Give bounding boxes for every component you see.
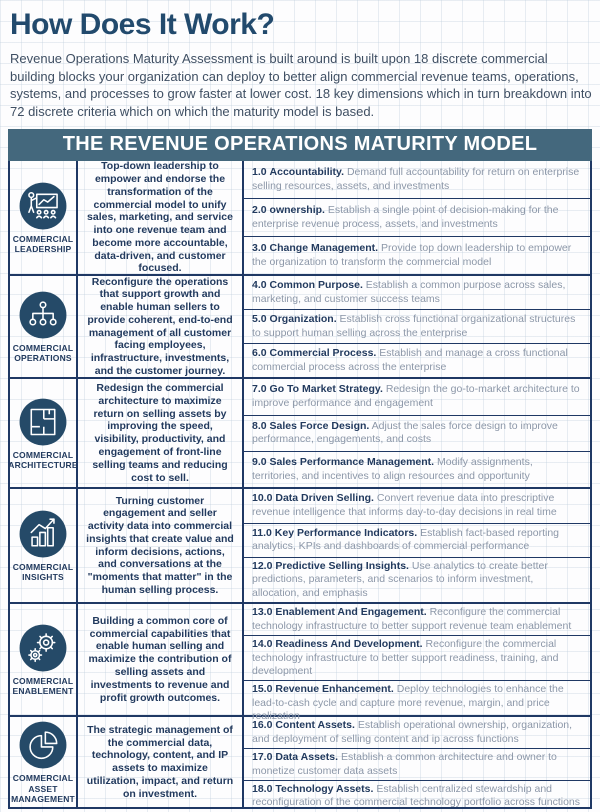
item-title: Commercial Process. bbox=[269, 347, 377, 360]
section-description-cell bbox=[78, 604, 244, 715]
item-number: 18.0 bbox=[252, 782, 273, 795]
dimension-item bbox=[244, 717, 590, 748]
presentation-icon bbox=[18, 181, 68, 231]
item-text: Provide top down leadership to empower the organization to transform the commercial model bbox=[252, 242, 572, 268]
item-title: Change Management. bbox=[269, 242, 379, 255]
section-items bbox=[244, 276, 590, 377]
dimension-item bbox=[244, 489, 590, 522]
item-title: Technology Assets. bbox=[275, 782, 374, 795]
page-title: How Does It Work? bbox=[10, 8, 275, 41]
item-text: Establish operational ownership, organization, and deployment of selling content and ip across functions bbox=[252, 719, 573, 745]
item-title: Go To Market Strategy. bbox=[269, 383, 383, 396]
item-number: 11.0 bbox=[252, 526, 272, 539]
maturity-table bbox=[8, 161, 592, 809]
section-row bbox=[10, 161, 590, 274]
section-row bbox=[10, 715, 590, 807]
item-number: 1.0 bbox=[252, 166, 267, 179]
item-number: 16.0 bbox=[252, 719, 273, 732]
section-description-cell bbox=[78, 276, 244, 377]
dimension-item bbox=[244, 604, 590, 635]
item-title: Key Performance Indicators. bbox=[274, 526, 418, 539]
dimension-item bbox=[244, 748, 590, 780]
item-title: Sales Performance Management. bbox=[269, 456, 435, 469]
dimension-item bbox=[244, 635, 590, 680]
section-label: COMMERCIAL ARCHITECTURE bbox=[8, 449, 78, 470]
item-text: Establish a common purpose across sales, marketing, and customer success teams bbox=[252, 279, 566, 305]
section-description-cell bbox=[78, 161, 244, 274]
dimension-item bbox=[244, 557, 590, 602]
section-description: Top-down leadership to empower and endorse the transformation of the commercial model to unify sales, marketing, and service into one revenue team and become more accountable, data-driven, and customer focused. bbox=[87, 160, 233, 275]
dimension-item bbox=[244, 236, 590, 274]
item-line bbox=[252, 560, 582, 600]
item-title: Organization. bbox=[269, 313, 337, 326]
item-text: Use analytics to create better predictions, parameters, and scenarios to inform investment, allocation, and emphasis bbox=[252, 559, 548, 599]
dimension-item bbox=[244, 523, 590, 557]
section-row bbox=[10, 274, 590, 377]
item-number: 4.0 bbox=[252, 279, 267, 292]
section-items bbox=[244, 489, 590, 602]
section-label: COMMERCIAL OPERATIONS bbox=[12, 343, 74, 364]
section-row bbox=[10, 377, 590, 487]
section-description-cell bbox=[78, 717, 244, 807]
item-line bbox=[252, 347, 582, 374]
item-title: Sales Force Design. bbox=[269, 419, 370, 432]
item-number: 7.0 bbox=[252, 383, 267, 396]
dimension-item bbox=[244, 309, 590, 343]
item-title: Enablement And Engagement. bbox=[275, 606, 427, 619]
item-text: Convert revenue data into prescriptive revenue intelligence that informs day-to-day decisions in real time bbox=[252, 492, 557, 518]
item-number: 13.0 bbox=[252, 606, 273, 619]
section-row bbox=[10, 487, 590, 602]
item-title: Predictive Selling Insights. bbox=[275, 559, 409, 572]
item-text: Reconfigure the commercial technology infrastructure to better support readiness, training, and development bbox=[252, 638, 559, 677]
item-number: 5.0 bbox=[252, 313, 267, 326]
item-line bbox=[252, 420, 582, 447]
section-label: COMMERCIAL ENABLEMENT bbox=[12, 676, 74, 697]
item-text: Establish a common architecture and owner to monetize customer data assets bbox=[252, 751, 557, 777]
item-text: Establish and manage a cross functional commercial process across the enterprise bbox=[252, 347, 568, 373]
section-id-cell bbox=[10, 379, 78, 487]
item-title: Data Driven Selling. bbox=[275, 492, 374, 505]
item-number: 14.0 bbox=[252, 638, 273, 651]
item-number: 12.0 bbox=[252, 559, 273, 572]
pie-chart-icon bbox=[18, 720, 68, 770]
gears-icon bbox=[18, 623, 68, 673]
section-description: Redesign the commercial architecture to maximize return on selling assets by improving the speed, visibility, productivity, and engagement of front-line selling teams and reducing cost to sell. bbox=[92, 382, 228, 484]
item-number: 2.0 bbox=[252, 204, 267, 217]
item-text: Modify assignments, territories, and incentives to align resources and opportunity bbox=[252, 456, 533, 482]
item-line bbox=[252, 606, 582, 633]
bar-chart-icon bbox=[18, 509, 68, 559]
section-label: COMMERCIAL INSIGHTS bbox=[12, 562, 74, 583]
item-line bbox=[252, 313, 582, 340]
item-text: Deploy technologies to enhance the lead-to-cash cycle and capture more revenue, margin, and price realization bbox=[252, 683, 564, 723]
section-id-cell bbox=[10, 276, 78, 377]
item-line bbox=[252, 279, 582, 306]
item-line bbox=[252, 383, 582, 410]
section-id-cell bbox=[10, 161, 78, 274]
item-text: Demand full accountability for return on enterprise selling resources, assets, and investments bbox=[252, 166, 580, 192]
item-text: Establish cross functional organizational structures to support human selling across the enterprise bbox=[252, 313, 576, 339]
item-line bbox=[252, 166, 582, 193]
item-line bbox=[252, 456, 582, 483]
item-title: ownership. bbox=[269, 204, 325, 217]
item-line bbox=[252, 492, 582, 519]
dimension-item bbox=[244, 415, 590, 451]
dimension-item bbox=[244, 161, 590, 198]
section-row bbox=[10, 602, 590, 723]
item-title: Revenue Enhancement. bbox=[275, 683, 394, 696]
dimension-item bbox=[244, 379, 590, 414]
item-line bbox=[252, 751, 582, 778]
item-line bbox=[252, 527, 582, 554]
item-title: Data Assets. bbox=[275, 751, 339, 764]
section-description-cell bbox=[78, 489, 244, 602]
item-number: 15.0 bbox=[252, 683, 273, 696]
org-chart-icon bbox=[18, 290, 68, 340]
dimension-item bbox=[244, 198, 590, 236]
section-id-cell bbox=[10, 604, 78, 715]
dimension-item bbox=[244, 343, 590, 377]
item-title: Content Assets. bbox=[275, 719, 355, 732]
section-description: Reconfigure the operations that support growth and enable human sellers to provide coherent, end-to-end management of all customer facing employees, infrastructure, investments, and the customer journey. bbox=[87, 275, 233, 378]
section-items bbox=[244, 161, 590, 274]
section-id-cell bbox=[10, 717, 78, 807]
item-line bbox=[252, 204, 582, 231]
item-text: Redesign the go-to-market architecture to improve performance and engagement bbox=[252, 383, 580, 409]
model-banner: THE REVENUE OPERATIONS MATURITY MODEL bbox=[8, 129, 592, 161]
section-items bbox=[244, 604, 590, 723]
item-line bbox=[252, 242, 582, 269]
item-text: Establish centralized stewardship and reconfiguration of the commercial technology portfolio across functions bbox=[252, 782, 581, 809]
item-line bbox=[252, 638, 582, 678]
item-line bbox=[252, 783, 582, 810]
dimension-item bbox=[244, 780, 590, 812]
item-number: 6.0 bbox=[252, 347, 267, 360]
item-number: 9.0 bbox=[252, 456, 267, 469]
item-line bbox=[252, 719, 582, 746]
item-text: Establish fact-based reporting analytics, KPIs and dashboards of commercial performance bbox=[252, 526, 560, 553]
item-number: 10.0 bbox=[252, 492, 273, 505]
section-label: COMMERCIAL ASSET MANAGEMENT bbox=[11, 773, 75, 804]
section-description-cell bbox=[78, 379, 244, 487]
item-number: 8.0 bbox=[252, 419, 267, 432]
intro-paragraph: Revenue Operations Maturity Assessment is built around is built upon 18 discrete commercial building blocks your organization can deploy to better align commercial revenue teams, operations, systems, and processes to grow faster at lower cost. 18 key dimensions which in turn breakdown into 72 discrete criteria which on which the maturity model is based. bbox=[10, 51, 592, 119]
section-description: The strategic management of the commercial data, technology, content, and IP assets to maximize utilization, impact, and return on investment. bbox=[86, 723, 234, 800]
item-title: Common Purpose. bbox=[269, 279, 363, 292]
floorplan-icon bbox=[18, 397, 68, 447]
section-description: Turning customer engagement and seller activity data into commercial insights that create value and inform decisions, actions, and conversations at the "moments that matter" in the human selling process. bbox=[86, 494, 234, 597]
dimension-item bbox=[244, 276, 590, 309]
section-items bbox=[244, 379, 590, 487]
item-title: Accountability. bbox=[269, 166, 345, 179]
item-title: Readiness And Development. bbox=[275, 638, 423, 651]
section-id-cell bbox=[10, 489, 78, 602]
item-number: 3.0 bbox=[252, 242, 267, 255]
item-text: Reconfigure the commercial technology infrastructure to better support revenue team enablement bbox=[252, 606, 572, 632]
section-label: COMMERCIAL LEADERSHIP bbox=[12, 234, 74, 255]
item-text: Adjust the sales force design to improve performance, engagements, and costs bbox=[252, 419, 558, 446]
section-items bbox=[244, 717, 590, 807]
section-description: Building a common core of commercial capabilities that enable human selling and maximize the contribution of selling assets and investments to revenue and profit growth outcomes. bbox=[88, 614, 232, 704]
item-number: 17.0 bbox=[252, 751, 273, 764]
dimension-item bbox=[244, 451, 590, 487]
item-text: Establish a single point of decision-making for the enterprise revenue process, assets, and investments bbox=[252, 204, 559, 230]
